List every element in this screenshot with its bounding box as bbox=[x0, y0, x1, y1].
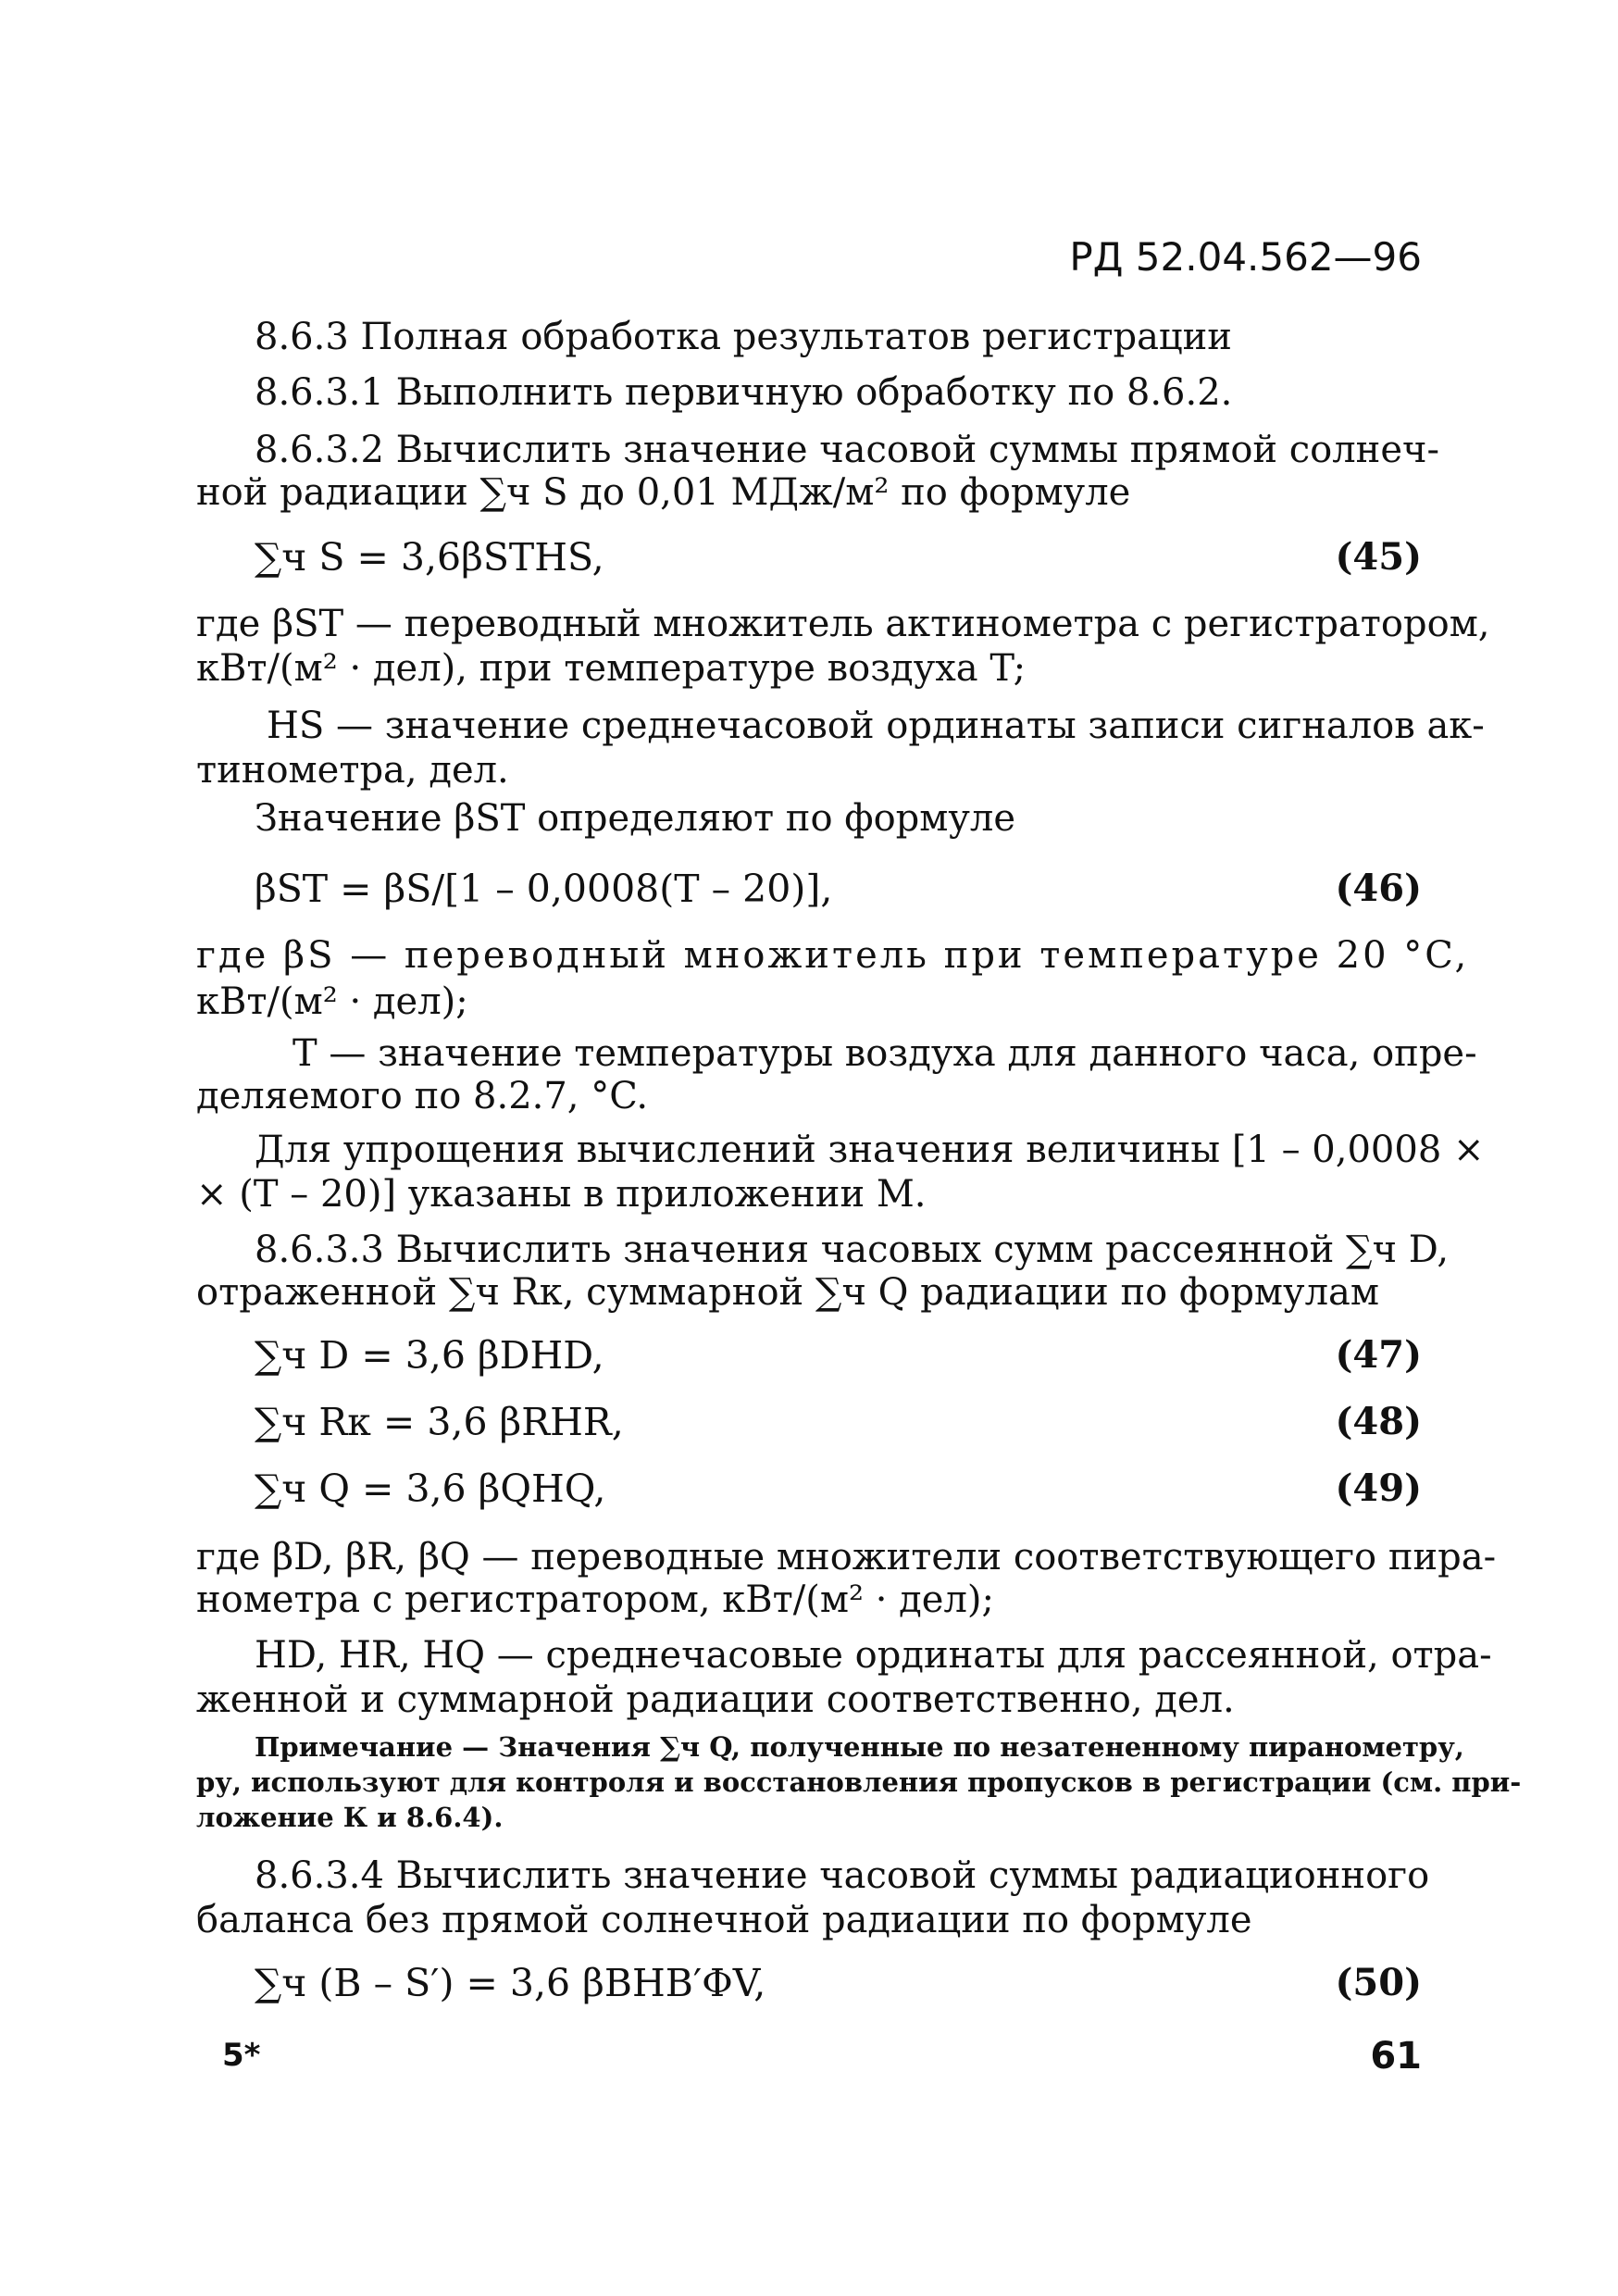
equation-number-45: (45) bbox=[1335, 535, 1422, 579]
document-code: РД 52.04.562—96 bbox=[1069, 234, 1422, 280]
text-line: женной и суммарной радиации соответственно, дел. bbox=[196, 1678, 1235, 1721]
note-line: ру, используют для контроля и восстановления пропусков в регистрации (см. при- bbox=[196, 1766, 1522, 1798]
equation-number-49: (49) bbox=[1335, 1466, 1422, 1510]
signature-mark: 5* bbox=[222, 2037, 261, 2074]
text-line: отраженной ∑ч Rк, суммарной ∑ч Q радиации по формулам bbox=[196, 1271, 1379, 1314]
text-line: где βS — переводный множитель при температуре 20 °C, bbox=[196, 934, 1470, 977]
note-line: ложение К и 8.6.4). bbox=[196, 1802, 504, 1833]
text-line: 8.6.3.3 Вычислить значения часовых сумм рассеянной ∑ч D, bbox=[255, 1229, 1450, 1271]
equation-46: βST = βS/[1 – 0,0008(T – 20)], bbox=[255, 867, 833, 911]
text-line: где βD, βR, βQ — переводные множители соответствующего пира- bbox=[196, 1536, 1497, 1578]
text-line: 8.6.3.1 Выполнить первичную обработку по 8.6.2. bbox=[255, 371, 1233, 414]
text-line: нометра с регистратором, кВт/(м² · дел); bbox=[196, 1578, 994, 1621]
equation-number-48: (48) bbox=[1335, 1400, 1422, 1443]
text-line: HD, HR, HQ — среднечасовые ординаты для рассеянной, отра- bbox=[255, 1634, 1492, 1677]
text-line: Значение βST определяют по формуле bbox=[255, 797, 1015, 840]
equation-number-46: (46) bbox=[1335, 867, 1422, 910]
text-line: кВт/(м² · дел); bbox=[196, 980, 468, 1023]
note-line: Примечание — Значения ∑ч Q, полученные по незатененному пиранометру, bbox=[255, 1731, 1464, 1763]
text-line: где βST — переводный множитель актинометра с регистратором, bbox=[196, 603, 1490, 645]
text-line: кВт/(м² · дел), при температуре воздуха T; bbox=[196, 647, 1027, 690]
equation-49: ∑ч Q = 3,6 βQHQ, bbox=[255, 1466, 606, 1511]
text-line: 8.6.3.4 Вычислить значение часовой суммы радиационного bbox=[255, 1854, 1430, 1897]
equation-number-47: (47) bbox=[1335, 1333, 1422, 1377]
equation-50: ∑ч (B – S′) = 3,6 βBHB′ΦV, bbox=[255, 1961, 766, 2005]
text-line: HS — значение среднечасовой ординаты записи сигналов ак- bbox=[267, 705, 1485, 747]
equation-47: ∑ч D = 3,6 βDHD, bbox=[255, 1333, 604, 1378]
equation-48: ∑ч Rк = 3,6 βRHR, bbox=[255, 1400, 624, 1444]
text-line: Для упрощения вычислений значения величины [1 – 0,0008 × bbox=[255, 1129, 1485, 1171]
text-line: × (T – 20)] указаны в приложении М. bbox=[196, 1173, 927, 1216]
equation-45: ∑ч S = 3,6βSTHS, bbox=[255, 535, 604, 580]
text-line: 8.6.3.2 Вычислить значение часовой суммы прямой солнеч- bbox=[255, 429, 1439, 471]
text-line: T — значение температуры воздуха для данного часа, опре- bbox=[292, 1032, 1477, 1075]
text-line: баланса без прямой солнечной радиации по формуле bbox=[196, 1899, 1252, 1941]
text-line: ной радиации ∑ч S до 0,01 МДж/м² по формуле bbox=[196, 471, 1131, 514]
text-line: тинометра, дел. bbox=[196, 749, 509, 792]
section-heading-8-6-3: 8.6.3 Полная обработка результатов регистрации bbox=[255, 316, 1232, 358]
equation-number-50: (50) bbox=[1335, 1961, 1422, 2004]
text-line: деляемого по 8.2.7, °C. bbox=[196, 1075, 649, 1117]
page-number: 61 bbox=[1370, 2035, 1422, 2078]
